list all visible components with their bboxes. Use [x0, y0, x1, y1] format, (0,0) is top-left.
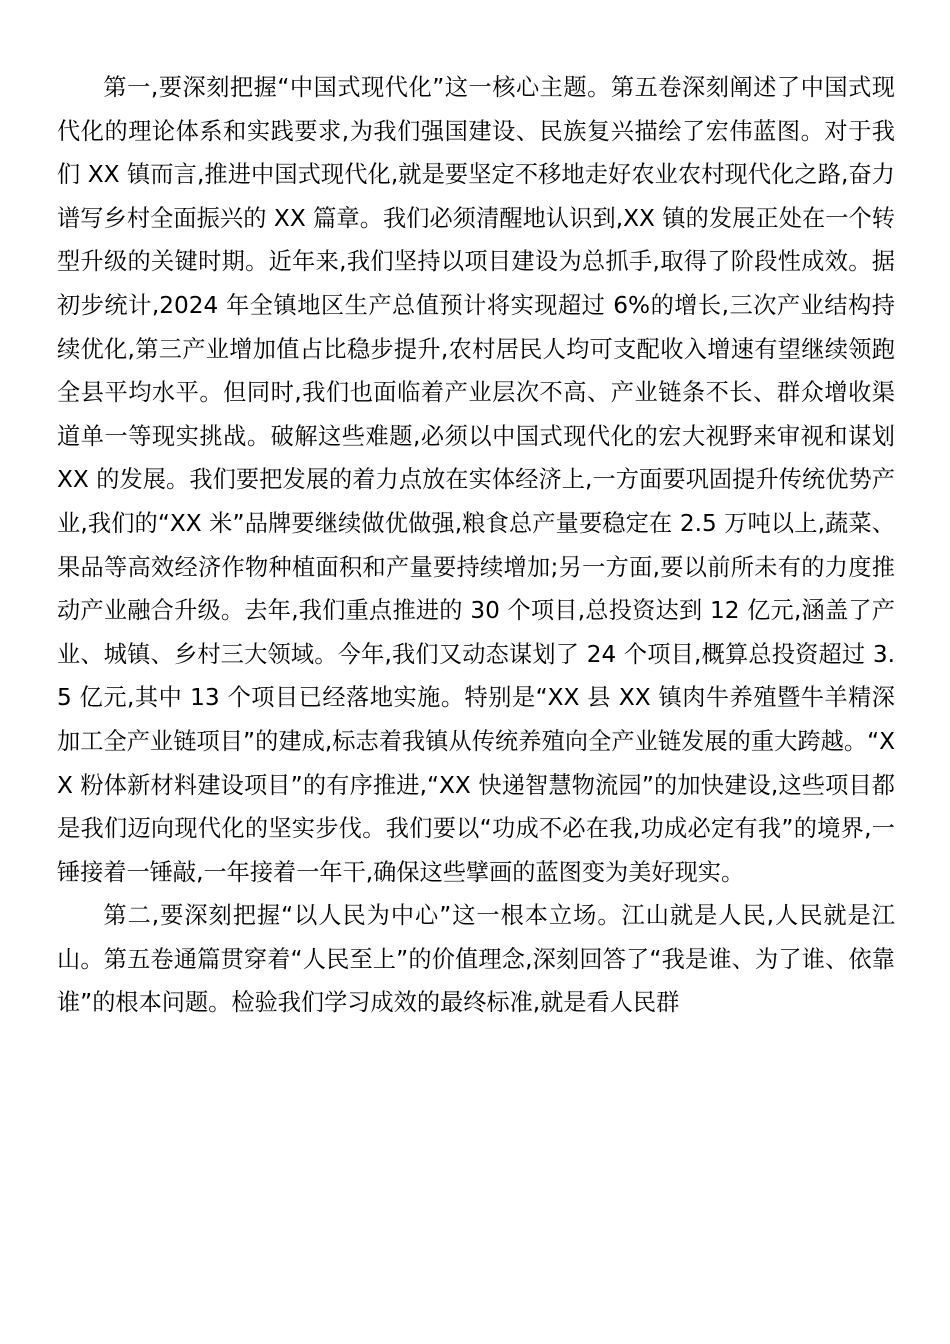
paragraph-first-point: 第一,要深刻把握“中国式现代化”这一核心主题。第五卷深刻阐述了中国式现代化的理论体系和实践要求,为我们强国建设、民族复兴描绘了宏伟蓝图。对于我们 XX 镇而言,推进中国式现代化,就是要坚定不移地走好农业农村现代化之路,奋力谱写乡村全面振兴的 XX 篇章。我们必须清醒地认识到,XX 镇的发展正处在一个转型升级的关键时期。近年来,我们坚持以项目建设为总抓手,取得了阶段性成效。据初步统计,2024 年全镇地区生产总值预计将实现超过 6%的增长,三次产业结构持续优化,第三产业增加值占比稳步提升,农村居民人均可支配收入增速有望继续领跑全县平均水平。但同时,我们也面临着产业层次不高、产业链条不长、群众增收渠道单一等现实挑战。破解这些难题,必须以中国式现代化的宏大视野来审视和谋划 XX 的发展。我们要把发展的着力点放在实体经济上,一方面要巩固提升传统优势产业,我们的“XX 米”品牌要继续做优做强,粮食总产量要稳定在 2.5 万吨以上,蔬菜、果品等高效经济作物种植面积和产量要持续增加;另一方面,要以前所未有的力度推动产业融合升级。去年,我们重点推进的 30 个项目,总投资达到 12 亿元,涵盖了产业、城镇、乡村三大领域。今年,我们又动态谋划了 24 个项目,概算总投资超过 3.5 亿元,其中 13 个项目已经落地实施。特别是“XX 县 XX 镇肉牛养殖暨牛羊精深加工全产业链项目”的建成,标志着我镇从传统养殖向全产业链发展的重大跨越。“XX 粉体新材料建设项目”的有序推进,“XX 快递智慧物流园”的加快建设,这些项目都是我们迈向现代化的坚实步伐。我们要以“功成不必在我,功成必定有我”的境界,一锤接着一锤敲,一年接着一年干,确保这些擘画的蓝图变为美好现实。 — [57, 74, 895, 886]
document-page — [57, 66, 895, 1025]
paragraph-second-point: 第二,要深刻把握“以人民为中心”这一根本立场。江山就是人民,人民就是江山。第五卷通篇贯穿着“人民至上”的价值理念,深刻回答了“我是谁、为了谁、依靠谁”的根本问题。检验我们学习成效的最终标准,就是看人民群 — [57, 902, 895, 1017]
